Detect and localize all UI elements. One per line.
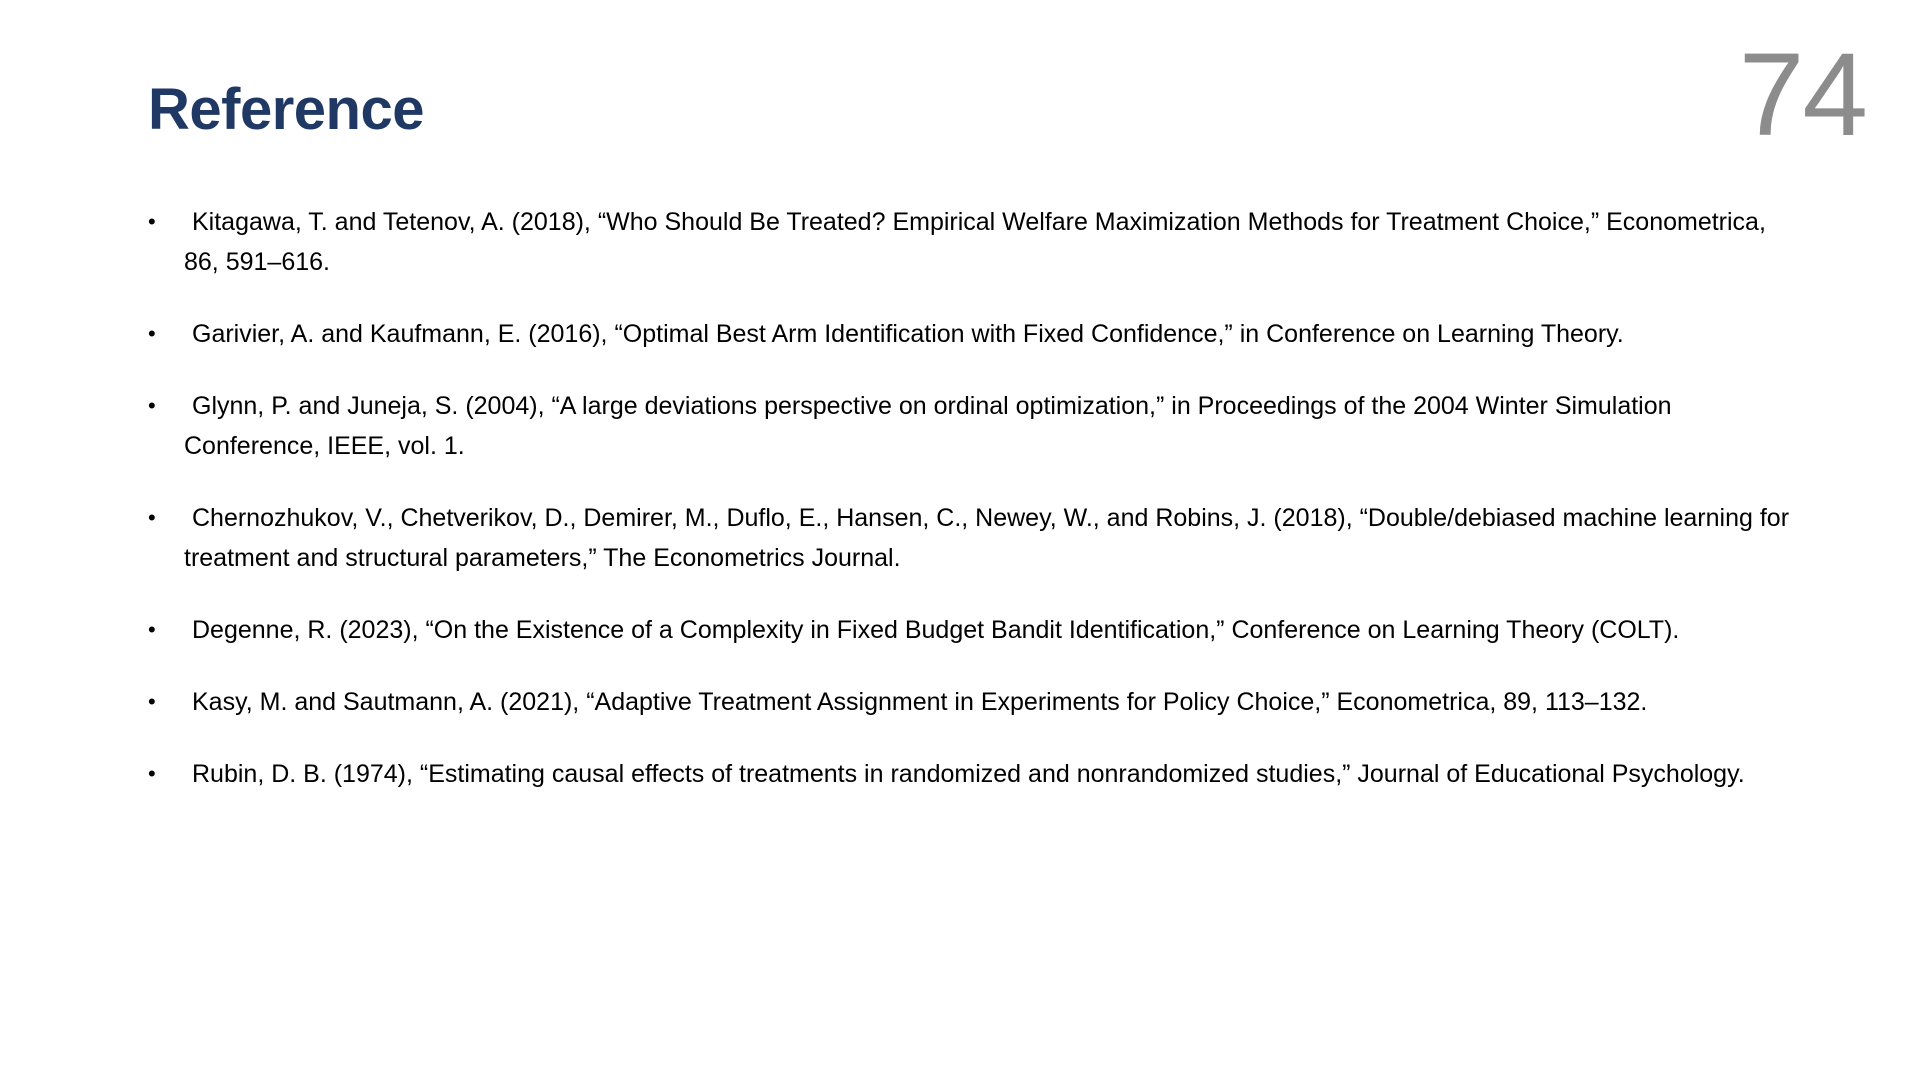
reference-item (148, 754, 1798, 794)
reference-list (148, 202, 1798, 826)
reference-text: Kasy, M. and Sautmann, A. (2021), “Adaptive Treatment Assignment in Experiments for Policy Choice,” Econometrica, 89, 113–132. (192, 688, 1648, 716)
bullet-icon: • (148, 761, 156, 786)
bullet-icon: • (148, 393, 156, 418)
reference-item (148, 386, 1798, 466)
bullet-icon: • (148, 505, 156, 530)
bullet-icon: • (148, 617, 156, 642)
slide-title: Reference (148, 77, 424, 142)
reference-item (148, 202, 1798, 282)
reference-item (148, 314, 1798, 354)
bullet-icon: • (148, 321, 156, 346)
reference-text: Garivier, A. and Kaufmann, E. (2016), “Optimal Best Arm Identification with Fixed Confidence,” in Conference on Learning Theory. (192, 320, 1624, 348)
reference-item (148, 498, 1798, 578)
reference-text: Chernozhukov, V., Chetverikov, D., Demirer, M., Duflo, E., Hansen, C., Newey, W., and Robins, J. (2018), “Double/debiased machine learning for treatment and structural parameters,” The Econometrics Journal. (184, 504, 1790, 572)
reference-text: Rubin, D. B. (1974), “Estimating causal effects of treatments in randomized and nonrandomized studies,” Journal of Educational Psychology. (192, 760, 1745, 788)
bullet-icon: • (148, 209, 156, 234)
bullet-icon: • (148, 689, 156, 714)
reference-item (148, 610, 1798, 650)
page-number: 74 (1738, 29, 1866, 161)
reference-text: Kitagawa, T. and Tetenov, A. (2018), “Who Should Be Treated? Empirical Welfare Maximization Methods for Treatment Choice,” Econometrica, 86, 591–616. (184, 208, 1766, 276)
reference-text: Degenne, R. (2023), “On the Existence of a Complexity in Fixed Budget Bandit Identification,” Conference on Learning Theory (COLT). (192, 616, 1680, 644)
reference-item (148, 682, 1798, 722)
reference-text: Glynn, P. and Juneja, S. (2004), “A large deviations perspective on ordinal optimization,” in Proceedings of the 2004 Winter Simulation Conference, IEEE, vol. 1. (184, 392, 1672, 460)
